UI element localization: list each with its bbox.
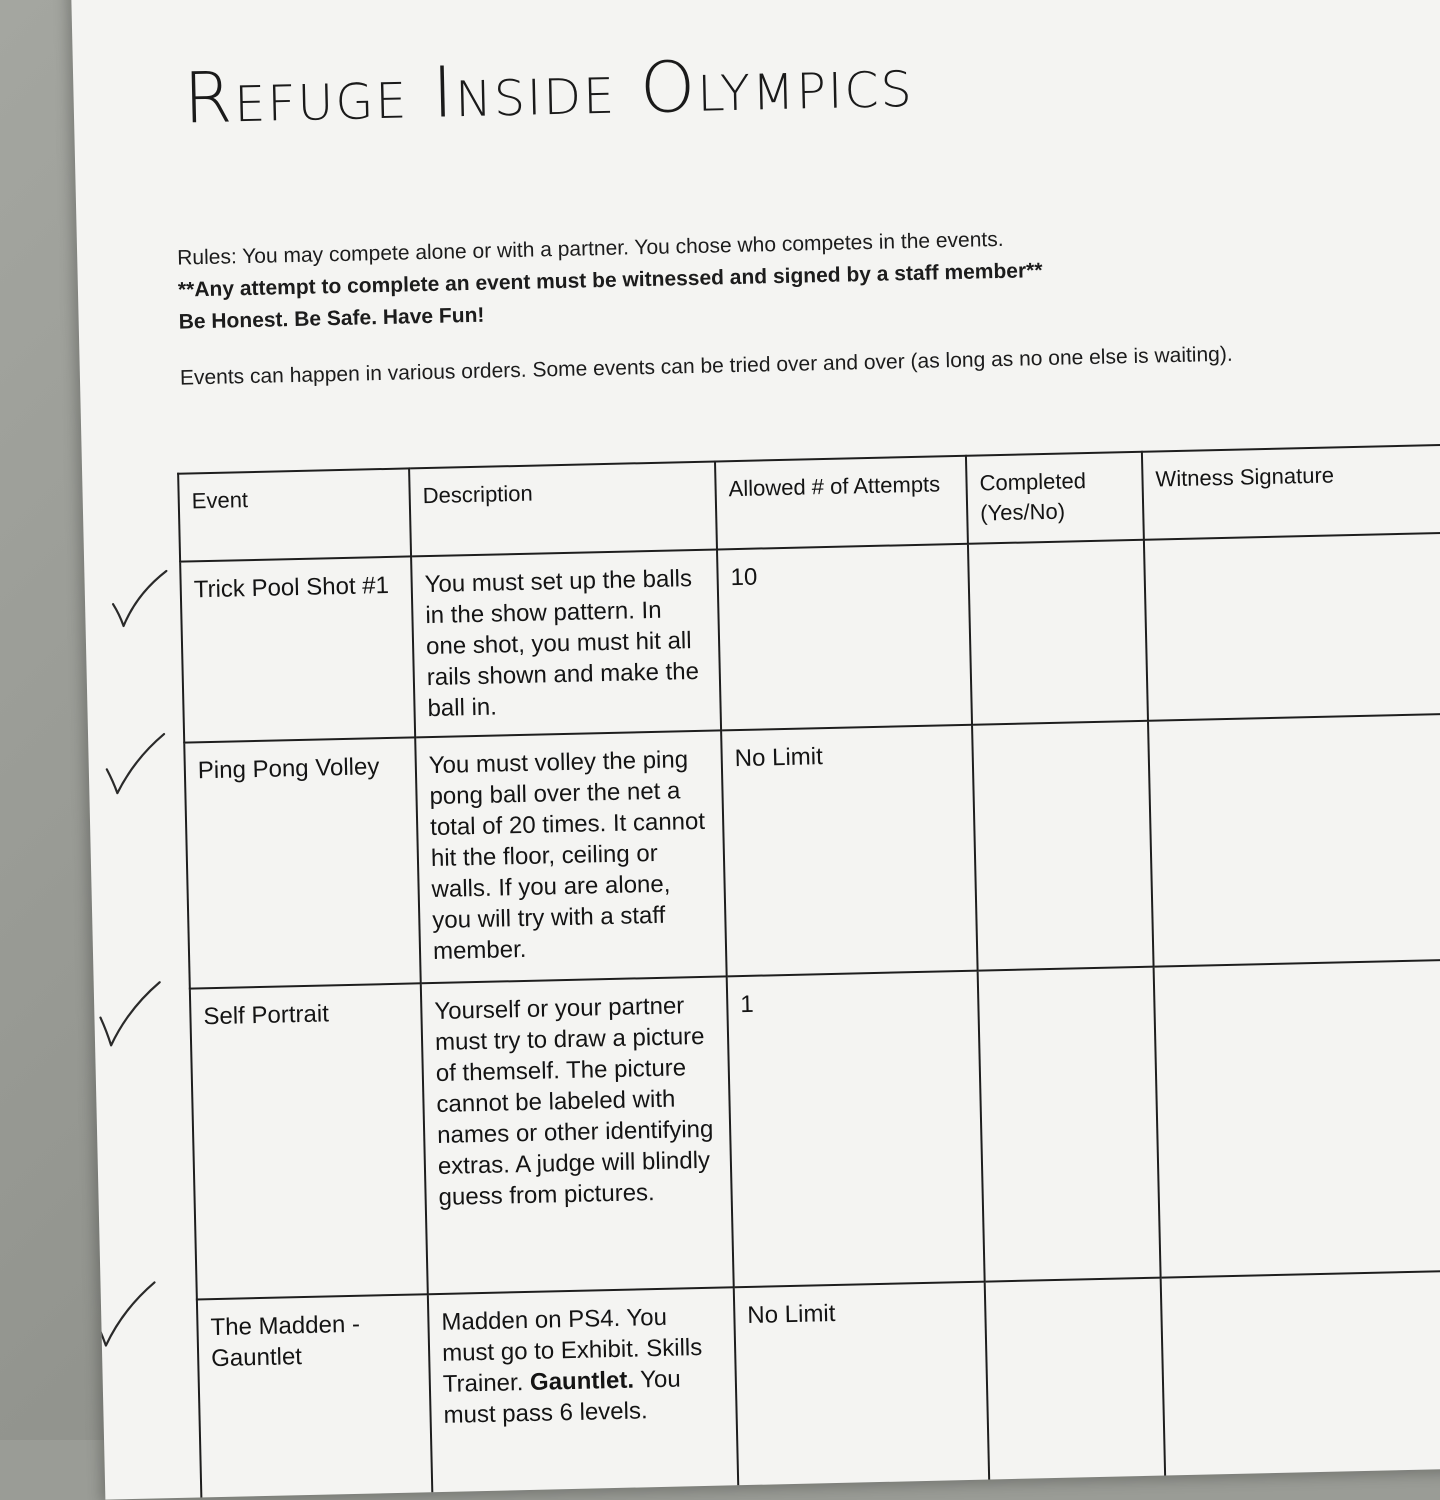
event-attempts: 10	[717, 544, 972, 731]
event-description: You must set up the balls in the show pattern. In one shot, you must hit all rails shown and make the ball in.	[411, 549, 721, 737]
completed-cell[interactable]	[978, 967, 1161, 1282]
handwritten-check-icon	[94, 978, 166, 1050]
completed-cell[interactable]	[968, 540, 1148, 725]
handwritten-check-icon	[104, 563, 176, 635]
signature-cell[interactable]	[1144, 533, 1440, 721]
document-title: Refuge Inside Olympics	[182, 40, 915, 140]
event-name: Ping Pong Volley	[184, 737, 421, 988]
event-name: Self Portrait	[190, 983, 428, 1299]
header-attempts: Allowed # of Attempts	[715, 456, 968, 550]
event-attempts: 1	[727, 971, 985, 1288]
header-signature: Witness Signature	[1142, 445, 1440, 540]
table-row	[180, 533, 1440, 743]
completed-cell[interactable]	[972, 721, 1154, 971]
order-note: Events can happen in various orders. Some events can be tried over and over (as long as no one else is waiting).	[179, 342, 1233, 390]
table-row	[197, 1270, 1440, 1499]
event-description: Yourself or your partner must try to draw a picture of themself. The picture cannot be labeled with names or other identifying extras. A judge will blindly guess from pictures.	[421, 976, 734, 1294]
description-text-end: You must pass 6 levels.	[443, 1365, 682, 1429]
rules-line: Rules: You may compete alone or with a partner. You chose who competes in the events.	[176, 227, 1004, 270]
worksheet-paper	[70, 0, 1440, 1500]
table-row	[190, 960, 1440, 1300]
header-event: Event	[178, 468, 411, 561]
event-description	[428, 1287, 739, 1499]
header-completed: Completed (Yes/No)	[966, 452, 1144, 544]
event-name: Trick Pool Shot #1	[180, 556, 415, 742]
event-attempts: No Limit	[721, 725, 978, 977]
rules-block	[177, 216, 1360, 395]
signature-cell[interactable]	[1148, 714, 1440, 967]
witness-rule-line: **Any attempt to complete an event must be witnessed and signed by a staff member**	[177, 259, 1043, 302]
motto-line: Be Honest. Be Safe. Have Fun!	[178, 303, 485, 334]
table-row	[184, 714, 1440, 989]
event-attempts: No Limit	[734, 1282, 990, 1500]
event-name: The Madden - Gauntlet	[197, 1294, 433, 1499]
signature-cell[interactable]	[1154, 960, 1440, 1278]
description-bold-text: Gauntlet.	[529, 1366, 635, 1396]
description-text: Madden on PS4. You must go to Exhibit. Skills Trainer.	[441, 1303, 703, 1398]
handwritten-check-icon	[100, 728, 172, 800]
signature-cell[interactable]	[1161, 1270, 1440, 1499]
events-table	[177, 444, 1440, 1500]
event-description: You must volley the ping pong ball over the net a total of 20 times. It cannot hit the floor, ceiling or walls. If you are alone, you will try with a staff member.	[415, 730, 727, 983]
completed-cell[interactable]	[985, 1278, 1166, 1500]
header-description: Description	[409, 462, 717, 557]
